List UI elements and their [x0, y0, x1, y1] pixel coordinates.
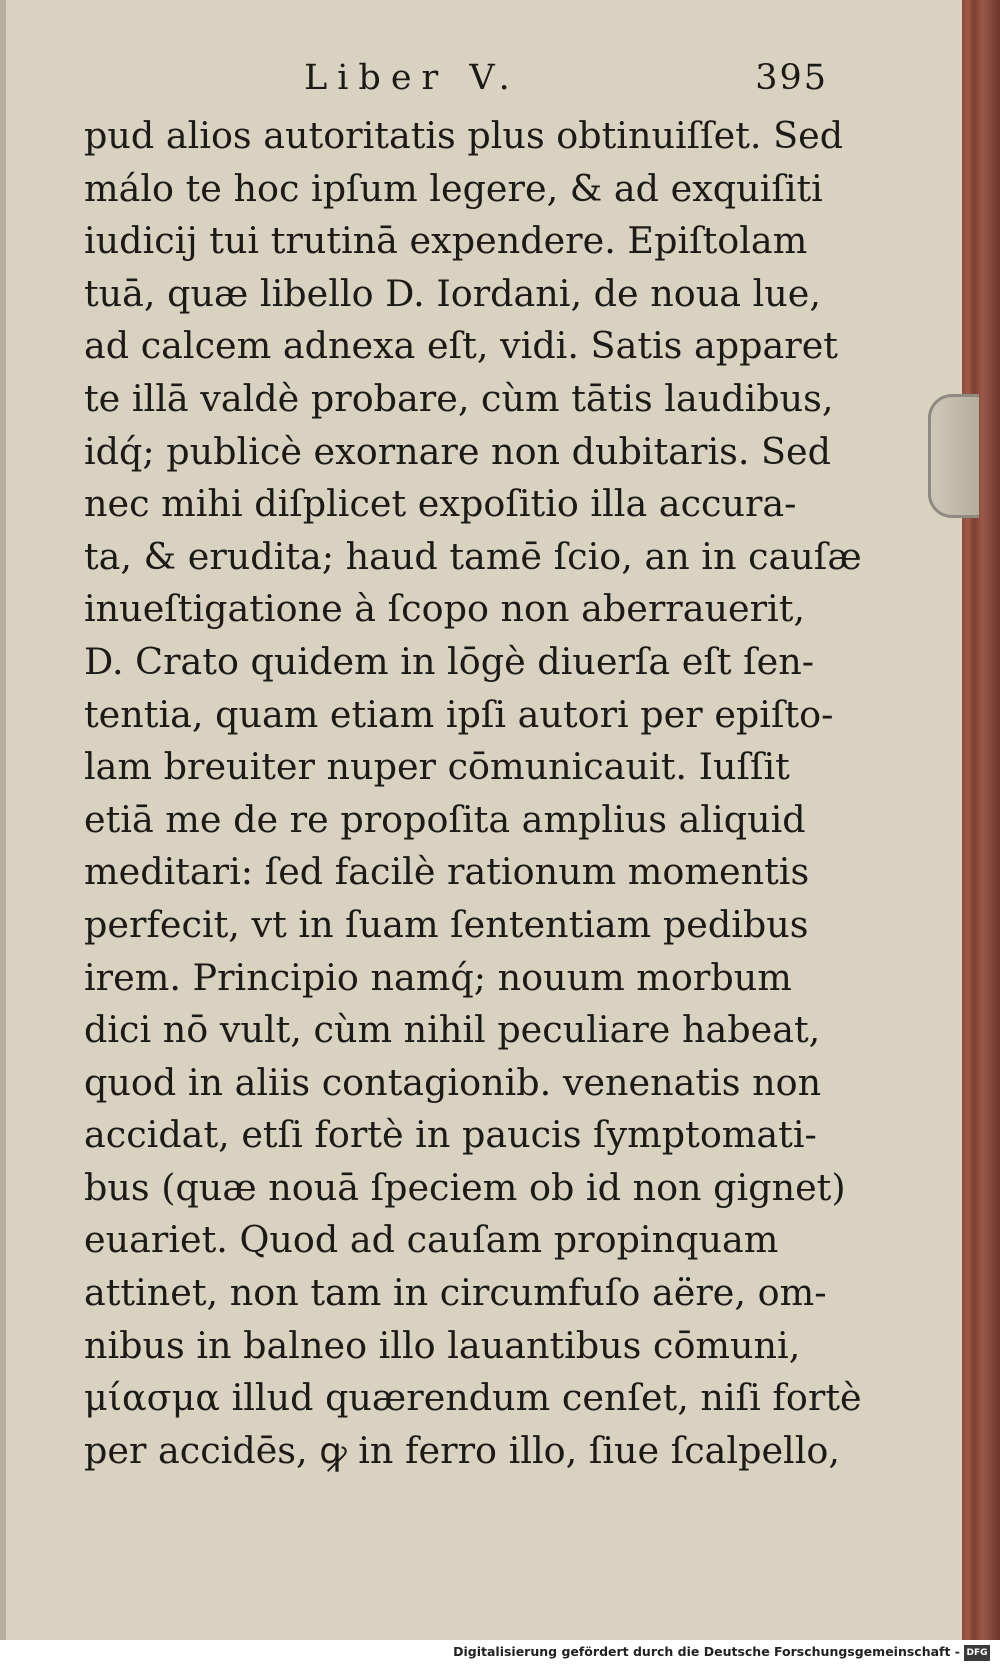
- text-line: inueſtigatione à ſcopo non aberrauerit,: [84, 587, 805, 631]
- dfg-logo: DFG: [964, 1645, 990, 1661]
- text-line: euariet. Quod ad cauſam propinquam: [84, 1218, 779, 1262]
- text-line: nibus in balneo illo lauantibus cōmuni,: [84, 1323, 801, 1367]
- text-line: irem. Principio namq́; nouum morbum: [84, 955, 792, 999]
- text-line: etiā me de re propoſita amplius aliquid: [84, 797, 806, 841]
- text-line: μίασμα illud quærendum cenſet, niſi fortè: [84, 1376, 862, 1420]
- digitization-footer: [0, 1640, 1000, 1667]
- text-line: attinet, non tam in circumfuſo aëre, om-: [84, 1271, 827, 1315]
- body-text: [84, 110, 862, 1477]
- text-line: málo te hoc ipſum legere, & ad exquiſiti: [84, 166, 823, 210]
- text-line: meditari: ſed facilè rationum momentis: [84, 850, 810, 894]
- text-line: iudicij tui trutinā expendere. Epiſtolam: [84, 219, 808, 263]
- text-line: D. Crato quidem in lōgè diuerſa eſt ſen-: [84, 639, 815, 683]
- running-title: Liber V.: [304, 58, 520, 98]
- page-gutter: [0, 0, 6, 1640]
- text-line: dici nō vult, cùm nihil peculiare habeat,: [84, 1008, 821, 1052]
- text-line: tuā, quæ libello D. Iordani, de noua lue,: [84, 271, 821, 315]
- text-block: [84, 50, 862, 1477]
- text-line: pud alios autoritatis plus obtinuiſſet. Sed: [84, 114, 844, 157]
- text-line: te illā valdè probare, cùm tātis laudibus,: [84, 376, 834, 420]
- book-clasp: [928, 394, 979, 518]
- text-line: ad calcem adnexa eſt, vidi. Satis apparet: [84, 324, 838, 368]
- text-line: lam breuiter nuper cōmunicauit. Iuſſit: [84, 745, 790, 789]
- text-line: quod in aliis contagionib. venenatis non: [84, 1060, 822, 1104]
- funding-credit: Digitalisierung gefördert durch die Deutsche Forschungsgemeinschaft -: [453, 1644, 960, 1659]
- running-header: [84, 50, 844, 110]
- text-line: per accidēs, ꝙ in ferro illo, ſiue ſcalpello,: [84, 1428, 840, 1472]
- text-line: bus (quæ nouā ſpeciem ob id non gignet): [84, 1165, 846, 1209]
- page-number: 395: [755, 58, 828, 98]
- text-line: idq́; publicè exornare non dubitaris. Sed: [84, 429, 832, 473]
- text-line: perfecit, vt in ſuam ſententiam pedibus: [84, 902, 809, 946]
- text-line: ta, & erudita; haud tamē ſcio, an in cauſæ: [84, 534, 862, 578]
- book-edge: [962, 0, 1000, 1640]
- text-line: nec mihi diſplicet expoſitio illa accura-: [84, 482, 797, 526]
- text-line: accidat, etſi fortè in paucis ſymptomati-: [84, 1113, 817, 1157]
- text-line: tentia, quam etiam ipſi autori per epiſto-: [84, 692, 834, 736]
